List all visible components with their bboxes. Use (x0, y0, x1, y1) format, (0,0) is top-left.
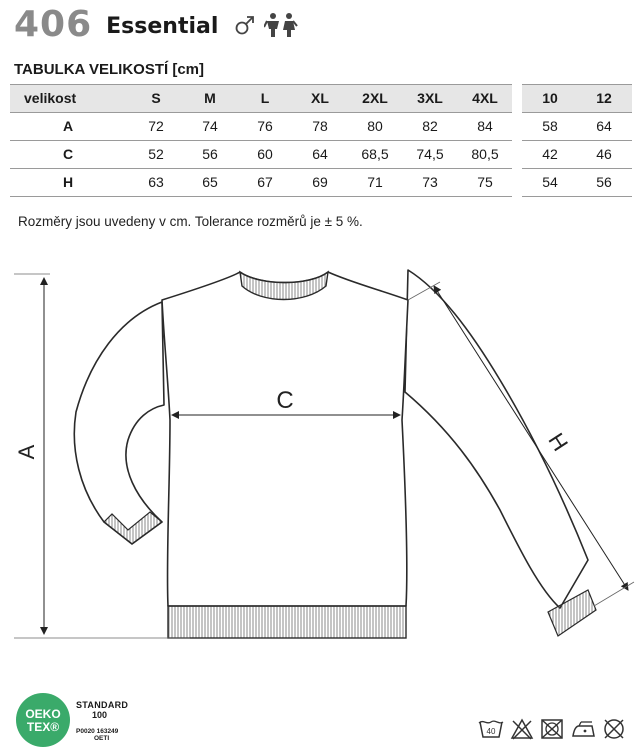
table-cell: 76 (257, 118, 273, 134)
table-cell: 54 (542, 174, 558, 190)
table-cell: 67 (257, 174, 273, 190)
oeko-logo-line2: TEX® (26, 720, 60, 734)
size-table-header-row (10, 84, 632, 113)
table-cell: 52 (148, 146, 164, 162)
table-cell: 56 (596, 174, 612, 190)
label-a: A (14, 444, 39, 460)
oeko-logo-line1: OEKO (25, 707, 61, 721)
oeko-tex-logo (15, 692, 71, 748)
wash-temp: 40 (486, 727, 496, 736)
no-dry-clean-icon (602, 718, 626, 740)
cert-institute: OETI (94, 735, 110, 742)
row-label: H (62, 174, 74, 190)
cert-standard: STANDARD (76, 700, 129, 710)
waist-rib (168, 606, 406, 638)
product-name: Essential (106, 13, 219, 39)
table-cell: 63 (148, 174, 164, 190)
table-cell: 71 (367, 174, 383, 190)
table-cell: 46 (596, 146, 612, 162)
cert-code: P0020 163249 (76, 728, 119, 735)
gender-icons (234, 12, 298, 38)
size-header: 4XL (472, 90, 498, 106)
table-cell: 60 (257, 146, 273, 162)
iron-low-icon (570, 718, 596, 740)
product-header (14, 2, 298, 46)
label-c: C (276, 387, 294, 414)
table-cell: 80,5 (471, 146, 499, 162)
size-header: 2XL (362, 90, 388, 106)
row-label: C (62, 146, 74, 162)
size-header: XL (311, 90, 329, 106)
label-h: H (543, 428, 574, 456)
table-cell: 84 (477, 118, 493, 134)
table-cell: 64 (596, 118, 612, 134)
table-cell: 42 (542, 146, 558, 162)
male-symbol-icon (234, 14, 256, 36)
table-cell: 78 (312, 118, 328, 134)
table-cell: 56 (202, 146, 218, 162)
table-cell: 58 (542, 118, 558, 134)
table-cell: 69 (312, 174, 328, 190)
row-label: A (62, 118, 74, 134)
no-bleach-icon (510, 718, 534, 740)
kids-size-header: 10 (542, 90, 558, 106)
kids-size-header: 12 (596, 90, 612, 106)
certification-text (76, 700, 128, 742)
table-cell: 80 (367, 118, 383, 134)
sweatshirt-diagram (0, 260, 640, 640)
model-number: 406 (14, 3, 93, 45)
table-cell: 82 (422, 118, 438, 134)
table-cell: 72 (148, 118, 164, 134)
table-cell: 74 (202, 118, 218, 134)
table-cell: 73 (422, 174, 438, 190)
cert-standard-number: 100 (92, 710, 108, 720)
table-cell: 74,5 (416, 146, 444, 162)
table-cell: 64 (312, 146, 328, 162)
size-header: L (260, 90, 270, 106)
size-header: 3XL (417, 90, 443, 106)
table-cell: 75 (477, 174, 493, 190)
header-label: velikost (24, 90, 77, 106)
table-cell: 65 (202, 174, 218, 190)
size-header: S (151, 90, 161, 106)
table-cell: 68,5 (361, 146, 389, 162)
wash-40-icon (478, 718, 504, 740)
care-symbols (478, 718, 626, 740)
boy-girl-icon (264, 12, 298, 38)
size-header: M (204, 90, 216, 106)
tolerance-note: Rozměry jsou uvedeny v cm. Tolerance rozměrů je ± 5 %. (18, 214, 363, 229)
sweatshirt-outline (74, 270, 588, 608)
no-tumble-dry-icon (540, 718, 564, 740)
size-table-title: TABULKA VELIKOSTÍ [cm] (14, 61, 204, 78)
